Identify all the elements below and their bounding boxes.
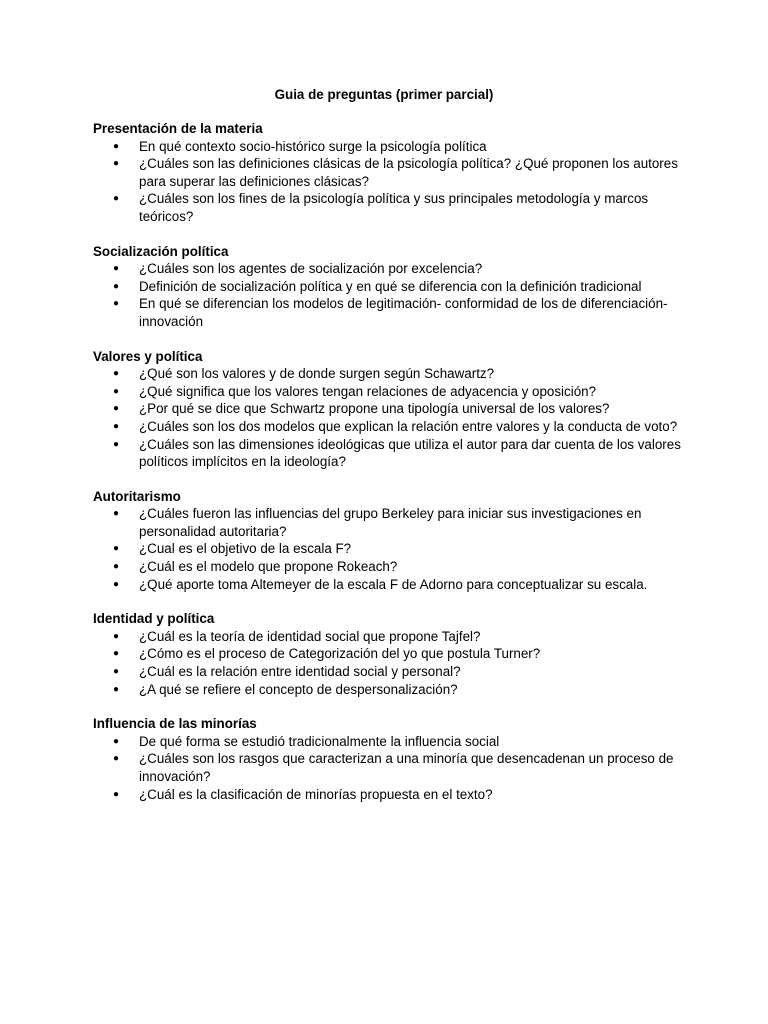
question-text: ¿Cual es el objetivo de la escala F?: [139, 541, 352, 557]
bullet-icon: ●: [113, 263, 120, 275]
bullet-icon: ●: [113, 788, 120, 800]
question-item: [93, 190, 693, 225]
question-text: ¿Cuáles fueron las influencias del grupo Berkeley para iniciar sus investigaciones en personalidad autoritaria?: [139, 506, 642, 539]
question-text: De qué forma se estudió tradicionalmente la influencia social: [139, 733, 500, 749]
question-item: [93, 295, 693, 330]
question-item: [93, 418, 693, 436]
bullet-icon: ●: [113, 508, 120, 520]
question-text: ¿Cuáles son los agentes de socialización por excelencia?: [139, 261, 483, 277]
question-list: [93, 365, 693, 471]
bullet-icon: ●: [113, 578, 120, 590]
section: [93, 715, 693, 803]
section: [93, 243, 693, 331]
question-item: [93, 436, 693, 471]
bullet-icon: ●: [113, 735, 120, 747]
question-item: [93, 750, 693, 785]
question-text: En qué contexto socio-histórico surge la psicología política: [139, 138, 487, 154]
question-text: ¿Cuál es la relación entre identidad social y personal?: [139, 664, 461, 680]
bullet-icon: ●: [113, 648, 120, 660]
bullet-icon: ●: [113, 683, 120, 695]
bullet-icon: ●: [113, 666, 120, 678]
question-list: [93, 505, 693, 593]
bullet-icon: ●: [113, 630, 120, 642]
question-item: [93, 558, 693, 576]
question-item: [93, 786, 693, 804]
question-text: En qué se diferencian los modelos de legitimación- conformidad de los de diferenciación-innovación: [139, 296, 668, 329]
question-item: [93, 733, 693, 751]
section-heading: Presentación de la materia: [93, 121, 263, 136]
question-text: ¿A qué se refiere el concepto de despersonalización?: [139, 681, 458, 697]
bullet-icon: ●: [113, 403, 120, 415]
bullet-icon: ●: [113, 193, 120, 205]
bullet-icon: ●: [113, 561, 120, 573]
section: [93, 488, 693, 594]
section: [93, 610, 693, 698]
document-title: Guia de preguntas (primer parcial): [274, 87, 494, 102]
bullet-icon: ●: [113, 420, 120, 432]
sections-container: [93, 120, 693, 803]
question-text: ¿Qué son los valores y de donde surgen según Schawartz?: [139, 366, 495, 382]
question-item: [93, 576, 693, 594]
question-list: [93, 260, 693, 330]
question-text: ¿Cuáles son las definiciones clásicas de la psicología política? ¿Qué proponen los autores para superar las definiciones clásicas?: [139, 156, 678, 189]
section-heading: Identidad y política: [93, 611, 215, 627]
question-text: ¿Cuáles son los fines de la psicología política y sus principales metodología y marcos teóricos?: [139, 191, 649, 224]
bullet-icon: ●: [113, 385, 120, 397]
question-item: [93, 628, 693, 646]
question-item: [93, 138, 693, 156]
bullet-icon: ●: [113, 158, 120, 170]
question-item: [93, 645, 693, 663]
question-text: ¿Cómo es el proceso de Categorización del yo que postula Turner?: [139, 646, 541, 662]
question-item: [93, 400, 693, 418]
question-text: ¿Cuál es la teoría de identidad social que propone Tajfel?: [139, 628, 481, 644]
question-text: ¿Cuáles son los rasgos que caracterizan a una minoría que desencadenan un proceso de innovación?: [139, 751, 674, 784]
question-list: [93, 628, 693, 698]
section-heading: Socialización política: [93, 243, 229, 259]
question-list: [93, 733, 693, 803]
question-text: ¿Qué significa que los valores tengan relaciones de adyacencia y oposición?: [139, 383, 597, 399]
bullet-icon: ●: [113, 298, 120, 310]
question-item: [93, 383, 693, 401]
question-item: [93, 278, 693, 296]
question-text: ¿Cuál es la clasificación de minorías propuesta en el texto?: [139, 786, 493, 802]
question-text: ¿Cuáles son las dimensiones ideológicas que utiliza el autor para dar cuenta de los valores políticos implícitos en la ideología?: [139, 436, 681, 470]
question-text: ¿Qué aporte toma Altemeyer de la escala F de Adorno para conceptualizar su escala.: [139, 576, 648, 592]
bullet-icon: ●: [113, 543, 120, 555]
question-item: [93, 505, 693, 540]
question-text: ¿Cuál es el modelo que propone Rokeach?: [139, 559, 398, 575]
question-text: ¿Por qué se dice que Schwartz propone una tipología universal de los valores?: [139, 401, 610, 417]
bullet-icon: ●: [113, 753, 120, 765]
question-item: [93, 681, 693, 699]
bullet-icon: ●: [113, 140, 120, 152]
question-text: Definición de socialización política y en qué se diferencia con la definición tradicional: [139, 278, 642, 294]
section-heading: Autoritarismo: [93, 488, 181, 504]
bullet-icon: ●: [113, 368, 120, 380]
question-item: [93, 155, 693, 190]
question-item: [93, 663, 693, 681]
section-heading: Influencia de las minorías: [93, 716, 257, 732]
bullet-icon: ●: [113, 438, 120, 450]
question-text: ¿Cuáles son los dos modelos que explican la relación entre valores y la conducta de voto?: [139, 418, 678, 434]
question-item: [93, 540, 693, 558]
question-list: [93, 138, 693, 226]
section-heading: Valores y política: [93, 348, 203, 364]
document-page: [93, 86, 693, 820]
question-item: [93, 260, 693, 278]
section: [93, 348, 693, 471]
bullet-icon: ●: [113, 280, 120, 292]
question-item: [93, 365, 693, 383]
section: [93, 120, 693, 226]
